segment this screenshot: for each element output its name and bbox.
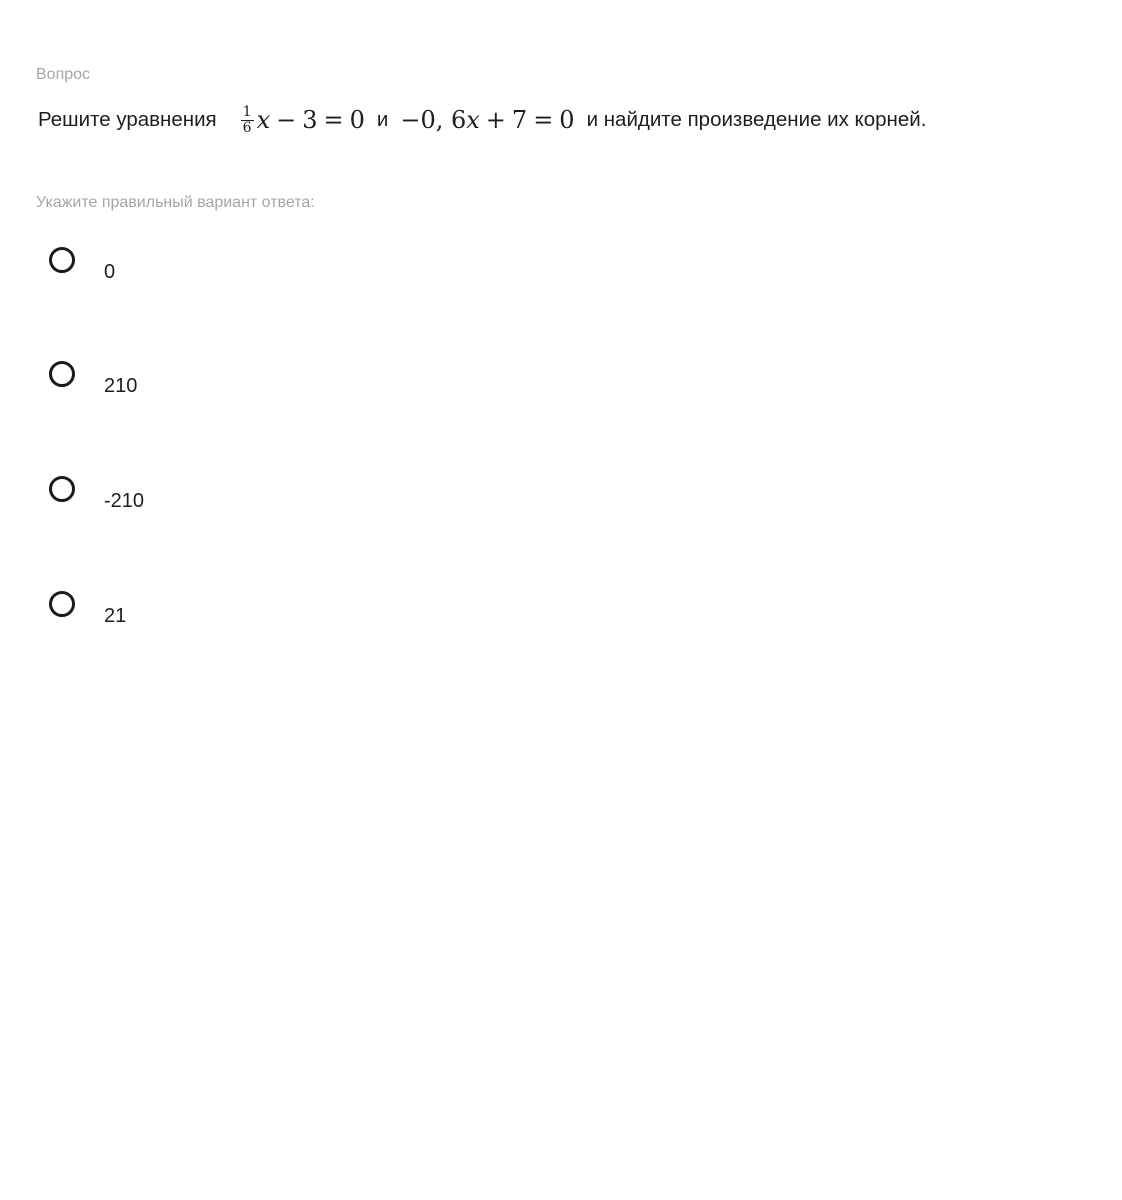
- equals-sign: =: [533, 106, 554, 134]
- constant: 3: [302, 106, 318, 134]
- question-suffix: и найдите произведение их корней.: [586, 108, 927, 131]
- variable-x: x: [466, 106, 480, 134]
- option-label: 210: [104, 375, 138, 397]
- fraction-denominator: 6: [242, 119, 252, 136]
- minus-sign: −: [276, 106, 297, 134]
- coefficient: −0, 6: [400, 106, 467, 134]
- option-label: 21: [104, 605, 127, 627]
- radio-button[interactable]: [49, 247, 75, 273]
- equation-2: [400, 106, 574, 134]
- radio-button[interactable]: [49, 361, 75, 387]
- conjunction: и: [376, 108, 389, 131]
- fraction: [241, 105, 254, 136]
- question-label: Вопрос: [36, 66, 91, 83]
- option-label: -210: [104, 490, 145, 512]
- fraction-numerator: 1: [242, 103, 252, 120]
- radio-button[interactable]: [49, 591, 75, 617]
- option-label: 0: [104, 261, 116, 283]
- question-text: [36, 100, 928, 140]
- answer-option[interactable]: [48, 591, 448, 639]
- equals-sign: =: [323, 106, 344, 134]
- plus-sign: +: [485, 106, 506, 134]
- question-prefix: Решите уравнения: [38, 108, 217, 131]
- rhs-value: 0: [559, 106, 575, 134]
- rhs-value: 0: [349, 106, 365, 134]
- answer-option[interactable]: [48, 247, 448, 295]
- equation-1: [229, 105, 365, 136]
- radio-button[interactable]: [49, 476, 75, 502]
- answer-hint: Укажите правильный вариант ответа:: [36, 194, 315, 211]
- answer-option[interactable]: [48, 476, 448, 524]
- variable-x: x: [256, 106, 271, 134]
- answer-option[interactable]: [48, 361, 448, 409]
- constant: 7: [511, 106, 528, 134]
